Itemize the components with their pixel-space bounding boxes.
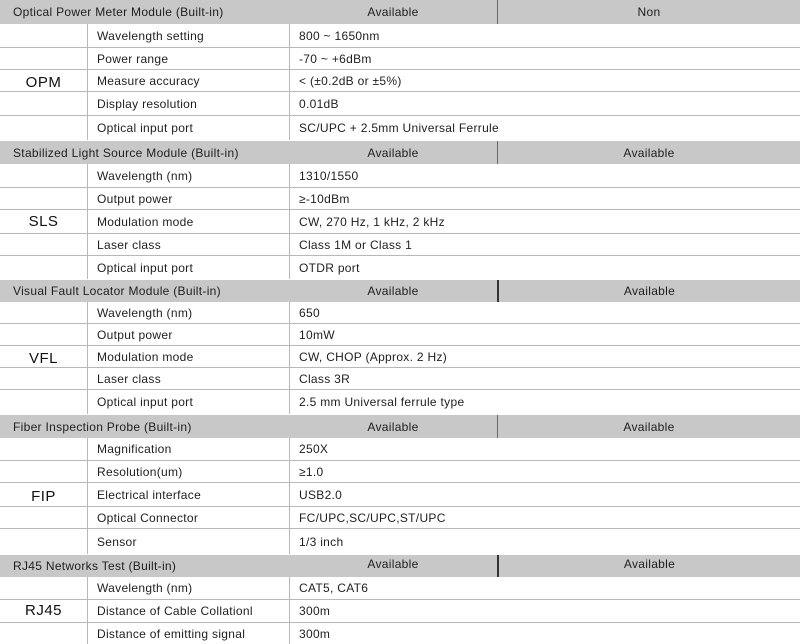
parameter-name: Sensor — [87, 529, 289, 554]
parameter-name: Magnification — [87, 438, 289, 460]
parameter-name: Output power — [87, 188, 289, 209]
availability-option: Available — [497, 555, 800, 577]
spec-row — [0, 116, 800, 140]
availability-option: Available — [497, 141, 800, 164]
parameter-value: 250X — [289, 438, 800, 460]
spec-row — [0, 438, 800, 461]
spec-row — [0, 577, 800, 600]
parameter-value: 300m — [289, 600, 800, 622]
parameter-name: Output power — [87, 324, 289, 345]
parameter-value: USB2.0 — [289, 483, 800, 506]
parameter-value: CW, 270 Hz, 1 kHz, 2 kHz — [289, 210, 800, 233]
spec-row — [0, 302, 800, 324]
parameter-value: Class 3R — [289, 368, 800, 389]
parameter-value: 1310/1550 — [289, 164, 800, 187]
section-header-sls — [0, 141, 800, 164]
spec-row — [0, 48, 800, 70]
spec-row — [0, 461, 800, 483]
module-label-vfl: VFL — [28, 349, 58, 367]
section-title: Stabilized Light Source Module (Built-in) — [13, 145, 239, 160]
parameter-value: SC/UPC + 2.5mm Universal Ferrule — [289, 116, 800, 140]
spec-row — [0, 346, 800, 368]
spec-row — [0, 92, 800, 116]
parameter-value: OTDR port — [289, 256, 800, 279]
parameter-value: 650 — [289, 302, 800, 323]
module-label-rj45: RJ45 — [24, 602, 63, 619]
module-label-opm: OPM — [25, 73, 62, 91]
module-label-sls: SLS — [28, 213, 59, 230]
section-title: Optical Power Meter Module (Built-in) — [13, 5, 224, 19]
spec-row — [0, 507, 800, 529]
parameter-name: Measure accuracy — [87, 70, 289, 91]
parameter-value: 2.5 mm Universal ferrule type — [289, 390, 800, 414]
parameter-name: Laser class — [87, 368, 289, 389]
parameter-value: CW, CHOP (Approx. 2 Hz) — [289, 346, 800, 367]
section-header-fip — [0, 415, 800, 438]
parameter-name: Optical input port — [87, 116, 289, 140]
spec-row — [0, 483, 800, 507]
spec-row — [0, 234, 800, 256]
parameter-name: Optical input port — [87, 256, 289, 279]
spec-row — [0, 529, 800, 554]
parameter-name: Distance of emitting signal — [87, 623, 289, 644]
parameter-name: Wavelength (nm) — [87, 577, 289, 599]
section-header-rj45 — [0, 555, 800, 577]
parameter-name: Optical input port — [87, 390, 289, 414]
section-title: Visual Fault Locator Module (Built-in) — [13, 284, 221, 298]
availability-standard: Available — [367, 5, 419, 19]
parameter-value: < (±0.2dB or ±5%) — [289, 70, 800, 91]
parameter-name: Wavelength (nm) — [87, 164, 289, 187]
spec-row — [0, 324, 800, 346]
parameter-name: Optical Connector — [87, 507, 289, 528]
parameter-value: Class 1M or Class 1 — [289, 234, 800, 255]
section-title: RJ45 Networks Test (Built-in) — [13, 559, 177, 573]
availability-standard: Available — [367, 284, 419, 298]
parameter-name: Electrical interface — [87, 483, 289, 506]
spec-row — [0, 390, 800, 414]
parameter-value: 800 ~ 1650nm — [289, 24, 800, 47]
availability-standard: Available — [367, 557, 419, 571]
parameter-name: Distance of Cable Collationl — [87, 600, 289, 622]
section-title: Fiber Inspection Probe (Built-in) — [13, 419, 192, 434]
parameter-value: FC/UPC,SC/UPC,ST/UPC — [289, 507, 800, 528]
parameter-name: Power range — [87, 48, 289, 69]
parameter-value: 1/3 inch — [289, 529, 800, 554]
availability-option: Non — [497, 0, 800, 24]
section-header-opm — [0, 0, 800, 24]
spec-row — [0, 256, 800, 279]
spec-row — [0, 600, 800, 623]
parameter-name: Wavelength (nm) — [87, 302, 289, 323]
spec-row — [0, 164, 800, 188]
parameter-name: Wavelength setting — [87, 24, 289, 47]
spec-row — [0, 368, 800, 390]
spec-row — [0, 623, 800, 644]
spec-row — [0, 188, 800, 210]
spec-row — [0, 24, 800, 48]
availability-standard: Available — [367, 145, 419, 160]
parameter-value: CAT5, CAT6 — [289, 577, 800, 599]
availability-standard: Available — [367, 419, 419, 434]
parameter-name: Display resolution — [87, 92, 289, 115]
spec-row — [0, 210, 800, 234]
parameter-value: 300m — [289, 623, 800, 644]
parameter-name: Laser class — [87, 234, 289, 255]
parameter-value: ≥-10dBm — [289, 188, 800, 209]
parameter-value: 0.01dB — [289, 92, 800, 115]
parameter-name: Resolution(um) — [87, 461, 289, 482]
parameter-value: ≥1.0 — [289, 461, 800, 482]
parameter-value: -70 ~ +6dBm — [289, 48, 800, 69]
availability-option: Available — [497, 280, 800, 302]
spec-row — [0, 70, 800, 92]
parameter-value: 10mW — [289, 324, 800, 345]
availability-option: Available — [497, 415, 800, 438]
section-header-vfl — [0, 280, 800, 302]
module-label-fip: FIP — [31, 487, 56, 505]
parameter-name: Modulation mode — [87, 210, 289, 233]
parameter-name: Modulation mode — [87, 346, 289, 367]
